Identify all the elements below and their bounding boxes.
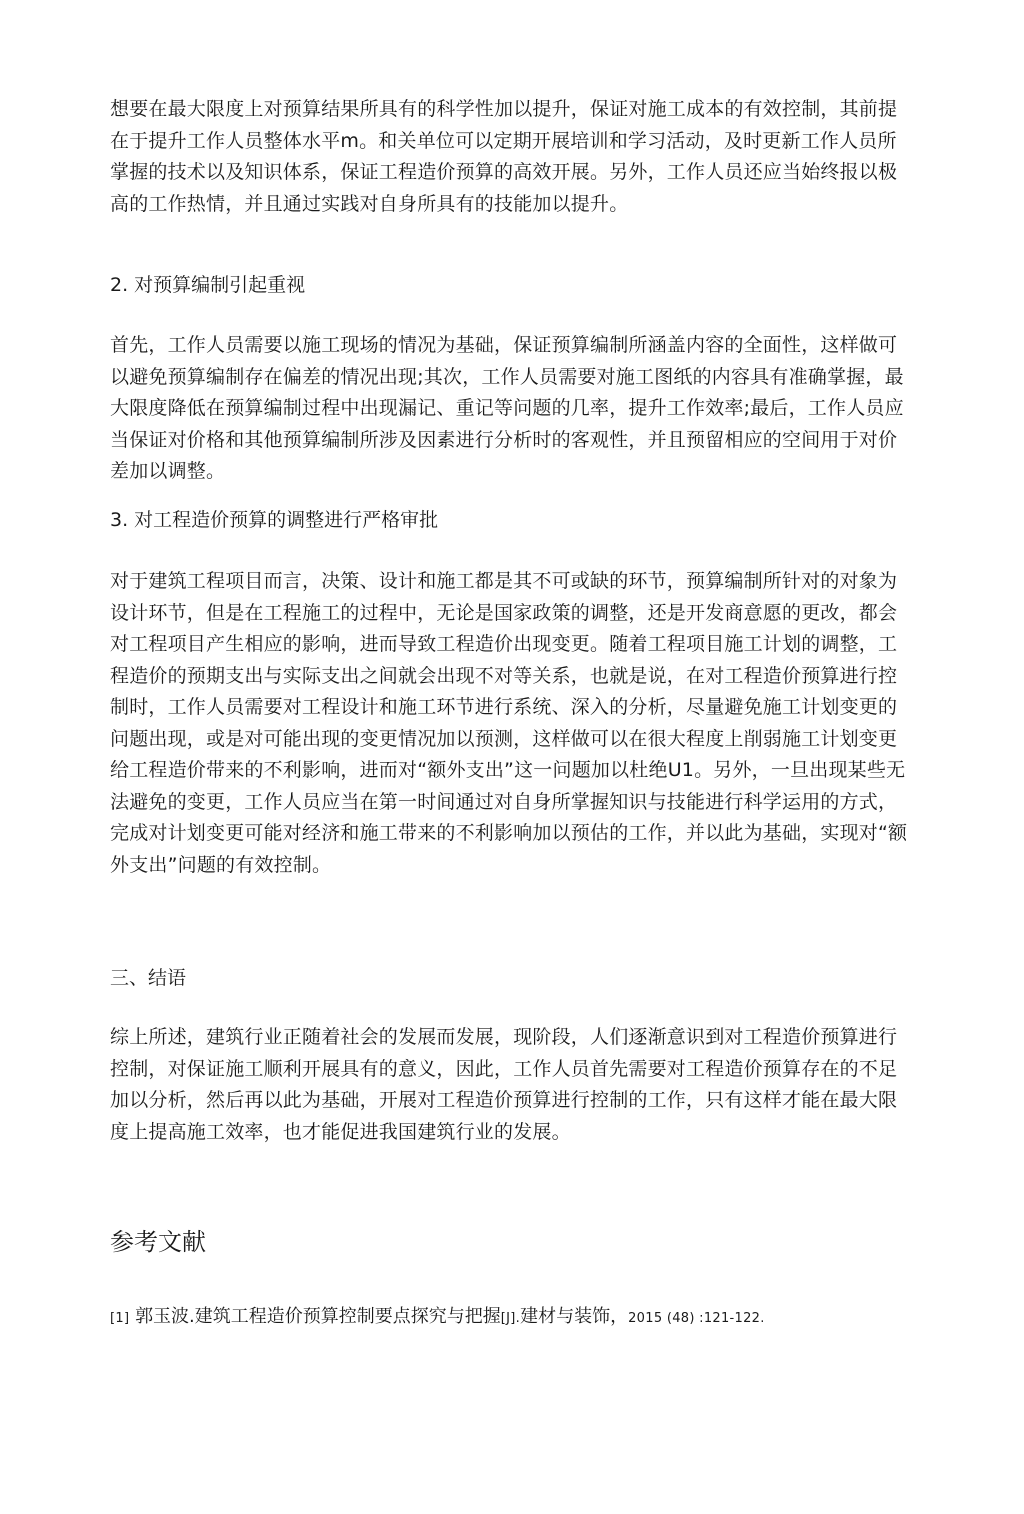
- reference-type-tag: [J].: [500, 1311, 521, 1326]
- paragraph-budget-compilation: 首先，工作人员需要以施工现场的情况为基础，保证预算编制所涵盖内容的全面性，这样做可以避免预算编制存在偏差的情况出现;其次，工作人员需要对施工图纸的内容具有准确掌握，最大限度降低在预算编制过程中出现漏记、重记等问题的几率，提升工作效率;最后，工作人员应当保证对价格和其他预算编制所涉及因素进行分析时的客观性，并且预留相应的空间用于对价差加以调整。: [110, 334, 904, 482]
- reference-item: [110, 1300, 890, 1336]
- section-heading-budget-adjustment: 3. 对工程造价预算的调整进行严格审批: [110, 509, 439, 531]
- paragraph-budget-adjustment: 对于建筑工程项目而言，决策、设计和施工都是其不可或缺的环节，预算编制所针对的对象为设计环节，但是在工程施工的过程中，无论是国家政策的调整，还是开发商意愿的更改，都会对工程项目产生相应的影响，进而导致工程造价出现变更。随着工程项目施工计划的调整，工程造价的预期支出与实际支出之间就会出现不对等关系，也就是说，在对工程造价预算进行控制时，工作人员需要对工程设计和施工环节进行系统、深入的分析，尽量避免施工计划变更的问题出现，或是对可能出现的变更情况加以预测，这样做可以在很大程度上削弱施工计划变更给工程造价带来的不利影响，进而对“额外支出”这一问题加以杜绝U1。另外，一旦出现某些无法避免的变更，工作人员应当在第一时间通过对自身所掌握知识与技能进行科学运用的方式，完成对计划变更可能对经济和施工带来的不利影响加以预估的工作，并以此为基础，实现对“额外支出”问题的有效控制。: [110, 570, 908, 876]
- reference-text: 郭玉波.建筑工程造价预算控制要点探究与把握: [135, 1306, 501, 1327]
- paragraph-conclusion: 综上所述，建筑行业正随着社会的发展而发展，现阶段，人们逐渐意识到对工程造价预算进行控制，对保证施工顺利开展具有的意义，因此，工作人员首先需要对工程造价预算存在的不足加以分析，然后再以此为基础，开展对工程造价预算进行控制的工作，只有这样才能在最大限度上提高施工效率，也才能促进我国建筑行业的发展。: [110, 1026, 898, 1143]
- references-title: 参考文献: [110, 1228, 206, 1256]
- section-heading-budget-compilation: 2. 对预算编制引起重视: [110, 274, 306, 296]
- reference-details: 2015 (48) :121-122.: [628, 1311, 765, 1326]
- reference-index: [1]: [110, 1311, 130, 1326]
- reference-journal: 建材与装饰，: [520, 1306, 629, 1327]
- section-heading-conclusion: 三、结语: [110, 967, 187, 989]
- paragraph-staff-training: 想要在最大限度上对预算结果所具有的科学性加以提升，保证对施工成本的有效控制，其前提在于提升工作人员整体水平m。和关单位可以定期开展培训和学习活动，及时更新工作人员所掌握的技术以及知识体系，保证工程造价预算的高效开展。另外，工作人员还应当始终报以极高的工作热情，并且通过实践对自身所具有的技能加以提升。: [110, 98, 898, 215]
